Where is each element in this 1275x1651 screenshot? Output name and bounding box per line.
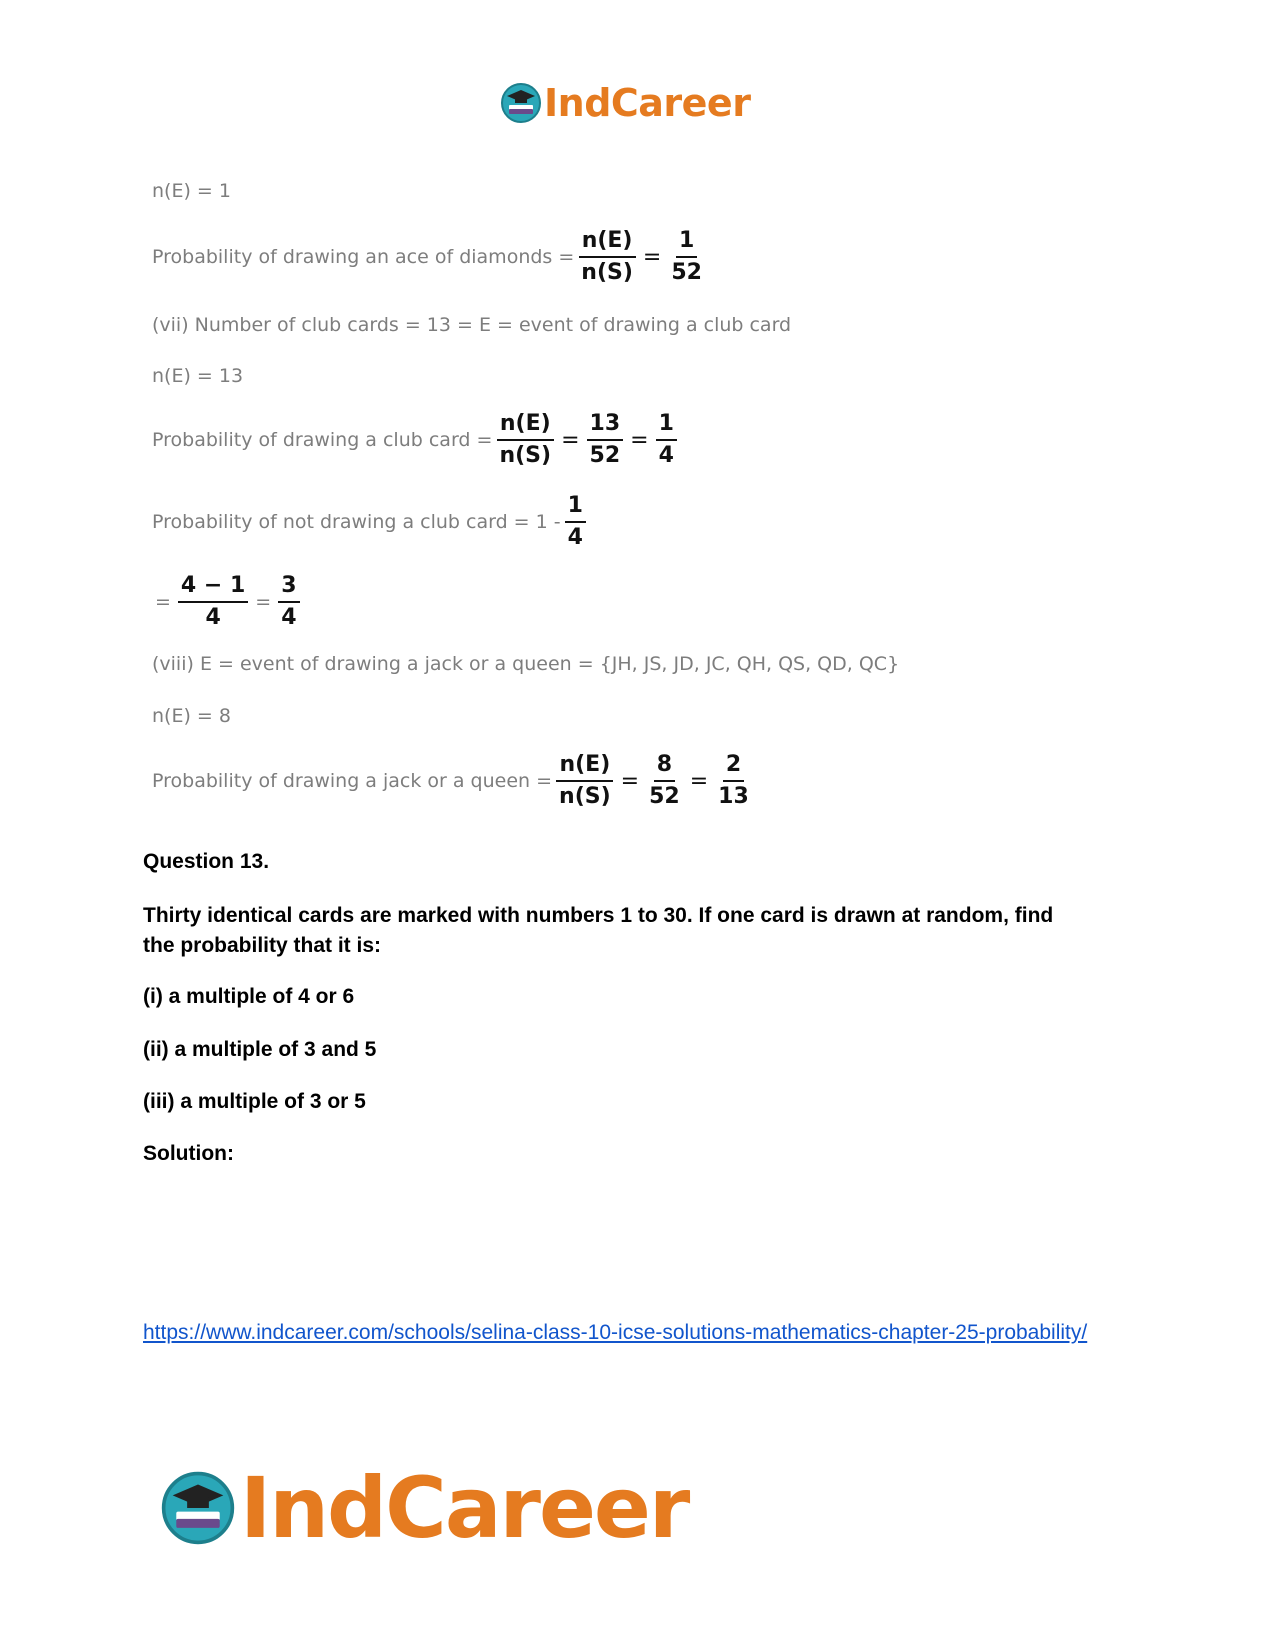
question-part: (ii) a multiple of 3 and 5 [143,1038,377,1061]
denominator: 4 [567,525,583,550]
solution-label: Solution: [143,1142,234,1165]
fraction [668,228,705,286]
denominator: n(S) [559,784,611,809]
denominator: 4 [658,443,674,468]
equals-sign: = [620,768,640,794]
fraction [656,411,677,469]
probability-ace-row [152,228,709,286]
probability-not-club-row [152,493,590,551]
header-logo [500,78,750,128]
brand-name: IndCareer [544,81,751,125]
numerator: n(E) [579,228,636,258]
numerator: 1 [565,493,586,523]
numerator: 1 [656,411,677,441]
fraction [587,411,624,469]
equals-sign: = [155,591,171,613]
n-e-8: n(E) = 8 [152,705,231,727]
numerator: 8 [654,752,675,782]
numerator: n(E) [556,752,613,782]
footer-logo [160,1459,689,1557]
denominator: 13 [718,784,749,809]
source-link[interactable]: https://www.indcareer.com/schools/selina-class-10-icse-solutions-mathematics-chapter-25-probability/ [143,1321,1088,1344]
numerator: 3 [278,573,299,603]
equals-sign: = [561,427,580,453]
question-part: (i) a multiple of 4 or 6 [143,985,355,1008]
denominator: 4 [205,605,221,630]
label: Probability of drawing an ace of diamonds = [152,246,575,268]
numerator: n(E) [497,411,554,441]
equals-sign: = [689,768,709,794]
denominator: 4 [281,605,297,630]
result-row [152,573,304,631]
probability-club-row [152,411,681,469]
denominator: 52 [589,443,621,468]
numerator: 4 − 1 [178,573,248,603]
label: Probability of not drawing a club card = 1 - [152,511,561,533]
equals-sign: = [642,244,662,270]
n-e-1: n(E) = 1 [152,180,231,202]
question-title: Question 13. [143,850,270,873]
equals-sign: = [255,591,272,613]
fraction [565,493,586,551]
fraction [496,411,554,469]
brand-name: IndCareer [240,1459,689,1557]
label: Probability of drawing a jack or a queen = [152,770,553,792]
fraction [715,752,752,810]
part-vii: (vii) Number of club cards = 13 = E = event of drawing a club card [152,314,792,336]
denominator: n(S) [499,443,552,468]
part-viii: (viii) E = event of drawing a jack or a queen = {JH, JS, JD, JC, QH, QS, QD, QC} [152,653,900,675]
fraction [578,228,636,286]
fraction [178,573,248,631]
probability-jack-queen-row [152,752,756,810]
fraction [278,573,299,631]
denominator: n(S) [581,260,633,285]
denominator: 52 [649,784,680,809]
denominator: 52 [671,260,702,285]
equals-sign: = [630,427,649,453]
numerator: 2 [723,752,744,782]
fraction [556,752,614,810]
fraction [646,752,683,810]
graduation-book-icon [160,1470,236,1546]
question-part: (iii) a multiple of 3 or 5 [143,1090,366,1113]
n-e-13: n(E) = 13 [152,365,244,387]
question-text: Thirty identical cards are marked with numbers 1 to 30. If one card is drawn at random, find the probability that it is: [143,904,1054,957]
label: Probability of drawing a club card = [152,429,493,451]
numerator: 13 [587,411,624,441]
numerator: 1 [676,228,697,258]
graduation-book-icon [500,82,542,124]
